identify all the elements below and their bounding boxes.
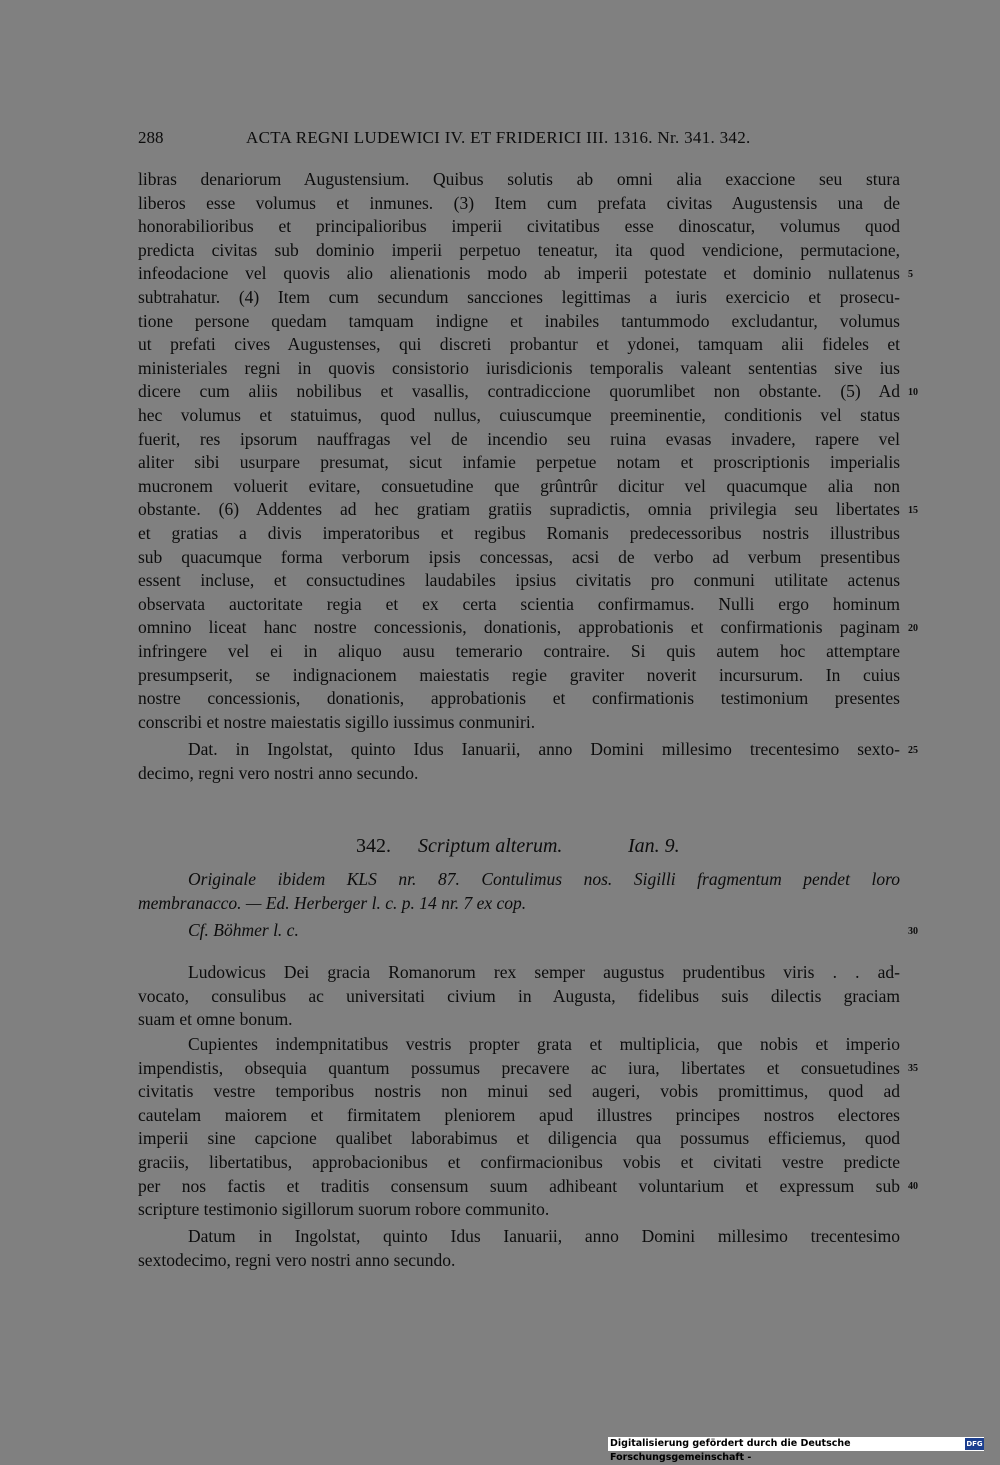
text-line: civitatis vestre temporibus nostris non minui sed augeri, vobis promittimus, quod ad bbox=[138, 1081, 900, 1102]
dating-clause-line: sextodecimo, regni vero nostri anno secundo. bbox=[138, 1249, 456, 1270]
margin-line-number: 40 bbox=[908, 1181, 918, 1192]
text-line: conscribi et nostre maiestatis sigillo iussimus conmuniri. bbox=[138, 711, 536, 732]
margin-line-number: 35 bbox=[908, 1063, 918, 1074]
text-line: libras denariorum Augustensium. Quibus solutis ab omni alia exaccione seu stura bbox=[138, 169, 900, 189]
text-line: omnino liceat hanc nostre concessionis, donationis, approbationis et confirmationis paginam bbox=[138, 617, 900, 638]
text-line: infeodacione vel quovis alio alienationis modo ab imperii potestate et dominio nullatenus bbox=[138, 263, 900, 284]
text-line: sub quacumque forma verborum ipsis concessas, acsi de verbo ad verbum presentibus bbox=[138, 546, 900, 567]
text-line: obstante. (6) Addentes ad hec gratiam gratiis supradictis, omnia privilegia seu libertates bbox=[138, 499, 900, 520]
text-line: infringere vel ei in aliquo ausu temerario contraire. Si quis autem hoc attemptare bbox=[138, 641, 900, 661]
text-line: hec volumus et statuimus, quod nullus, cuiuscumque preeminentie, conditionis vel status bbox=[138, 405, 900, 425]
text-line: fuerit, res ipsorum nauffragas vel de incendio seu ruina evasas invadere, rapere vel bbox=[138, 428, 900, 449]
text-line: presumpserit, se indignacionem maiestatis regie graviter noverit incursurum. In cuius bbox=[138, 664, 900, 685]
document-subtitle: Scriptum alterum. bbox=[418, 835, 563, 857]
text-line: dicere cum aliis nobilibus et vasallis, contradiccione quorumlibet non obstante. (5) Ad bbox=[138, 381, 900, 402]
text-line: vocato, consulibus ac universitati civium in Augusta, fidelibus suis dilectis graciam bbox=[138, 985, 900, 1006]
text-line: mucronem voluerit evitare, consuetudine que grûntrûr dicitur vel quacumque alia non bbox=[138, 475, 900, 496]
source-note-line: membranacco. — Ed. Herberger l. c. p. 14 nr. 7 ex cop. bbox=[138, 892, 527, 913]
text-line: impendistis, obsequia quantum possumus precavere ac iura, libertates et consuetudines bbox=[138, 1057, 900, 1078]
text-line: graciis, libertatibus, approbacionibus et confirmacionibus vobis et civitati vestre predicte bbox=[138, 1152, 900, 1172]
text-line: aliter sibi usurpare presumat, sicut infamie perpetue notam et proscriptionis imperialis bbox=[138, 452, 900, 473]
text-line: scripture testimonio sigillorum suorum robore communito. bbox=[138, 1199, 550, 1220]
document-date: Ian. 9. bbox=[628, 835, 680, 857]
text-line: et gratias a divis imperatoribus et regibus Romanis predecessoribus nostris illustribus bbox=[138, 523, 900, 543]
page-number: 288 bbox=[138, 128, 164, 147]
dating-clause-line: decimo, regni vero nostri anno secundo. bbox=[138, 762, 419, 783]
margin-line-number: 25 bbox=[908, 745, 918, 756]
text-line: Cupientes indempnitatibus vestris propter grata et multiplicia, que nobis et imperio bbox=[188, 1034, 900, 1054]
text-line: nostre concessionis, donationis, approbationis et confirmationis testimonium presentes bbox=[138, 688, 900, 709]
text-line: cautelam maiorem et firmitatem pleniorem apud illustres principes nostros electores bbox=[138, 1104, 900, 1125]
document-number: 342. bbox=[356, 835, 391, 857]
margin-line-number: 30 bbox=[908, 926, 918, 937]
digitization-footer bbox=[608, 1437, 984, 1463]
dfg-logo: DFG bbox=[966, 1440, 983, 1448]
source-note-line: Cf. Böhmer l. c. bbox=[188, 920, 299, 940]
text-line: tione persone quedam tamquam indigne et inabiles tantummodo excludantur, volumus bbox=[138, 310, 900, 331]
running-title: ACTA REGNI LUDEWICI IV. ET FRIDERICI III. 1316. Nr. 341. 342. bbox=[246, 128, 751, 147]
margin-line-number: 5 bbox=[908, 269, 913, 280]
text-line: essent incluse, et consuctudines laudabiles ipsius civitatis pro conmuni utilitate actenus bbox=[138, 570, 900, 591]
dating-clause-line: Datum in Ingolstat, quinto Idus Ianuarii, anno Domini millesimo trecentesimo bbox=[188, 1226, 900, 1246]
margin-line-number: 10 bbox=[908, 387, 918, 398]
margin-line-number: 15 bbox=[908, 505, 918, 516]
text-line: Ludowicus Dei gracia Romanorum rex semper augustus prudentibus viris . . ad- bbox=[188, 962, 900, 982]
source-note-line: Originale ibidem KLS nr. 87. Contulimus nos. Sigilli fragmentum pendet loro bbox=[188, 869, 900, 889]
text-line: subtrahatur. (4) Item cum secundum sancciones legittimas a iuris exercicio et prosecu- bbox=[138, 287, 900, 307]
dating-clause-line: Dat. in Ingolstat, quinto Idus Ianuarii, anno Domini millesimo trecentesimo sexto- bbox=[188, 739, 900, 759]
text-line: liberos esse volumus et inmunes. (3) Item cum prefata civitas Augustensis una de bbox=[138, 192, 900, 213]
text-line: honorabilioribus et principalioribus imperii civitatibus esse dinoscatur, volumus quod bbox=[138, 216, 900, 237]
text-line: suam et omne bonum. bbox=[138, 1009, 293, 1030]
text-line: imperii sine capcione qualibet laborabimus et diligencia qua possumus efficiemus, quod bbox=[138, 1128, 900, 1149]
text-line: ut prefati cives Augustenses, qui discreti probantur et ydonei, tamquam alii fideles et bbox=[138, 334, 900, 355]
footer-text: Digitalisierung gefördert durch die Deutsche Forschungsgemeinschaft - bbox=[610, 1438, 851, 1463]
document-heading bbox=[138, 835, 900, 861]
text-line: predicta civitas sub dominio imperii perpetuo teneatur, ita quod vendicione, permutacione, bbox=[138, 239, 900, 260]
text-line: ministeriales regni in quovis consistorio iurisdicionis temporalis valeant sententias sive ius bbox=[138, 357, 900, 378]
running-head bbox=[138, 128, 900, 152]
text-line: observata auctoritate regia et ex certa scientia confirmamus. Nulli ergo hominum bbox=[138, 593, 900, 614]
margin-line-number: 20 bbox=[908, 623, 918, 634]
text-line: per nos factis et traditis consensum suum adhibeant voluntarium et expressum sub bbox=[138, 1175, 900, 1196]
